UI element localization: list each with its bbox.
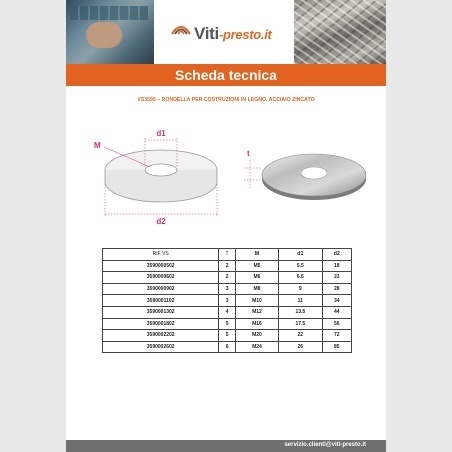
table-cell: 9 xyxy=(279,283,322,295)
table-header-row xyxy=(103,249,352,261)
table-cell: 3590000502 xyxy=(103,260,219,272)
table-row xyxy=(103,341,352,353)
table-cell: M20 xyxy=(235,330,278,342)
label-m: M xyxy=(94,141,101,150)
table-cell: 5 xyxy=(219,318,235,330)
screws-texture xyxy=(294,0,386,64)
table-cell: 3590001302 xyxy=(103,306,219,318)
product-subtitle: VS3590 – RONDELLA PER COSTRUZIONI IN LEGNO, ACCIAIO ZINCATO xyxy=(137,97,315,103)
table-row xyxy=(103,260,352,272)
parts-bin xyxy=(70,6,148,20)
brand-name: Viti-presto.it xyxy=(194,24,272,43)
table-cell: 26 xyxy=(279,341,322,353)
table-cell: M5 xyxy=(235,260,278,272)
table-cell: M12 xyxy=(235,306,278,318)
table-cell: 6 xyxy=(219,341,235,353)
table-cell: 56 xyxy=(322,318,352,330)
table-cell: 3590001802 xyxy=(103,318,219,330)
table-cell: 85 xyxy=(322,341,352,353)
washer-photo xyxy=(244,146,372,210)
col-header: d1 xyxy=(279,249,322,261)
table-cell: 3590002602 xyxy=(103,341,219,353)
footer-bar xyxy=(66,440,386,452)
table-cell: M8 xyxy=(235,283,278,295)
brand-logo xyxy=(170,18,290,48)
brand-suffix: -presto.it xyxy=(218,27,272,42)
col-header: d2 xyxy=(322,249,352,261)
col-header: M xyxy=(235,249,278,261)
table-cell: 28 xyxy=(322,283,352,295)
table-cell: 22 xyxy=(279,330,322,342)
table-cell: 22 xyxy=(322,272,352,284)
title-bar xyxy=(66,64,386,86)
table-cell: 3590000602 xyxy=(103,272,219,284)
table-cell: M6 xyxy=(235,272,278,284)
table-cell: 3590002202 xyxy=(103,330,219,342)
table-cell: 18 xyxy=(322,260,352,272)
table-cell: 2 xyxy=(219,272,235,284)
table-cell: 3 xyxy=(219,295,235,307)
table-cell: 3 xyxy=(219,283,235,295)
table-cell: 4 xyxy=(219,306,235,318)
label-d2: d2 xyxy=(156,217,166,226)
label-t: t xyxy=(247,149,250,158)
table-cell: 34 xyxy=(322,295,352,307)
table-cell: 13.5 xyxy=(279,306,322,318)
table-cell: M16 xyxy=(235,318,278,330)
table-row xyxy=(103,272,352,284)
table-cell: 5.5 xyxy=(279,260,322,272)
washer-technical-drawing xyxy=(88,120,238,230)
table-row xyxy=(103,295,352,307)
col-header: RIF VS xyxy=(103,249,219,261)
header-photo-screws xyxy=(294,0,386,64)
table-cell: 3590001102 xyxy=(103,295,219,307)
table-cell: 5 xyxy=(219,330,235,342)
table-cell: 6.6 xyxy=(279,272,322,284)
spec-table xyxy=(102,248,352,353)
contact-email[interactable]: servizio.clienti@viti-presto.it xyxy=(284,442,366,448)
table-row xyxy=(103,283,352,295)
table-cell: 17.5 xyxy=(279,318,322,330)
header-photo-tools xyxy=(66,0,154,64)
table-row xyxy=(103,306,352,318)
datasheet-page xyxy=(66,0,386,452)
table-cell: M24 xyxy=(235,341,278,353)
table-cell: 72 xyxy=(322,330,352,342)
table-cell: M10 xyxy=(235,295,278,307)
table-cell: 44 xyxy=(322,306,352,318)
label-d1: d1 xyxy=(156,129,166,138)
hand xyxy=(86,22,122,48)
logo-arc-icon xyxy=(170,20,192,36)
table-cell: 2 xyxy=(219,260,235,272)
table-cell: 3590000902 xyxy=(103,283,219,295)
col-header: T xyxy=(219,249,235,261)
page-title: Scheda tecnica xyxy=(175,67,277,83)
table-cell: 11 xyxy=(279,295,322,307)
header xyxy=(66,0,386,64)
table-row xyxy=(103,330,352,342)
table-row xyxy=(103,318,352,330)
